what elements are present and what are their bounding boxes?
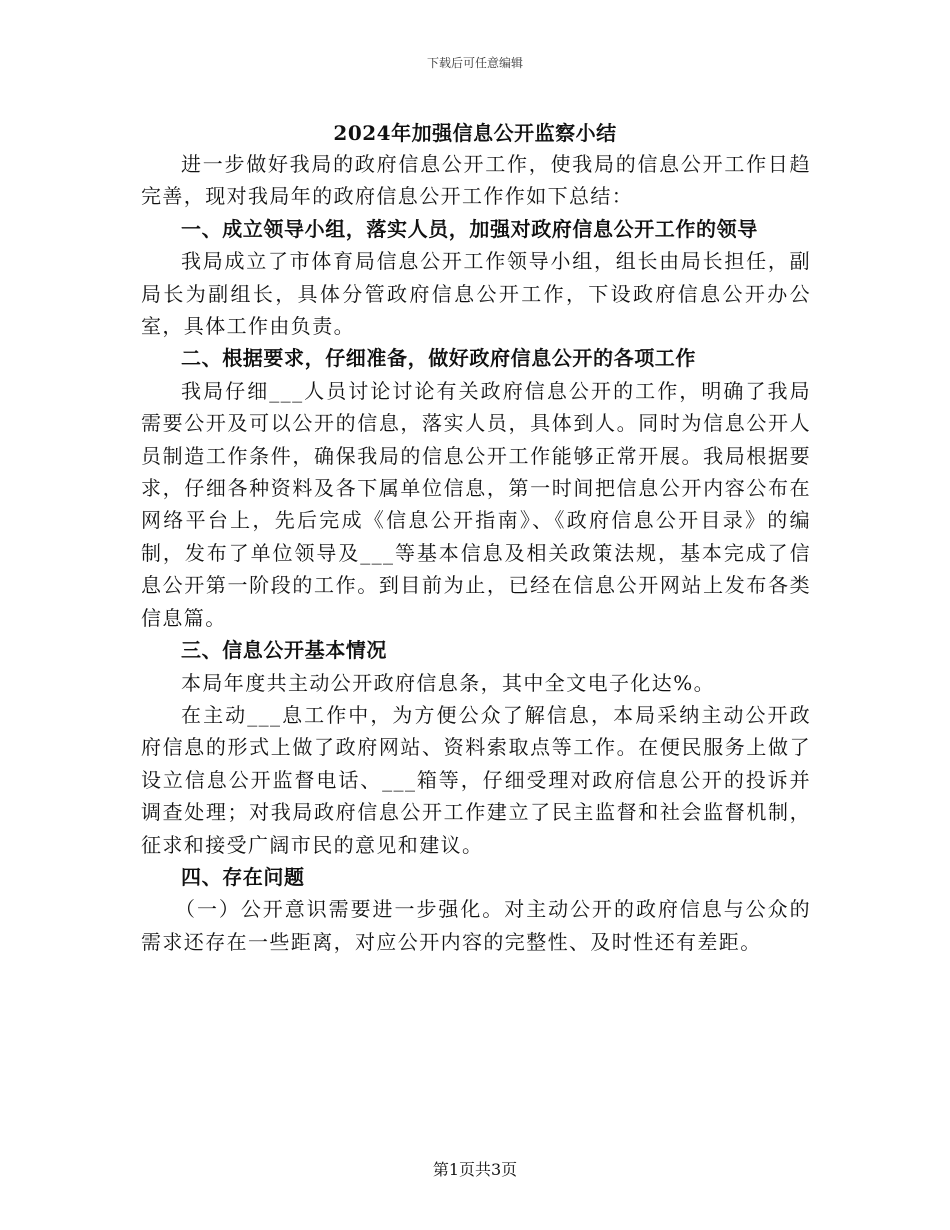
section-1-heading: 一、成立领导小组，落实人员，加强对政府信息公开工作的领导 (181, 216, 758, 241)
section-1-paragraph: 我局成立了市体育局信息公开工作领导小组，组长由局长担任，副局长为副组长，具体分管政府信息公开工作，下设政府信息公开办公室，具体工作由负责。 (141, 249, 811, 339)
intro-paragraph: 进一步做好我局的政府信息公开工作，使我局的信息公开工作日趋完善，现对我局年的政府信息公开工作作如下总结： (141, 152, 811, 209)
section-3-paragraph-1: 本局年度共主动公开政府信息条，其中全文电子化达%。 (181, 670, 716, 695)
section-4-paragraph-1: （一）公开意识需要进一步强化。对主动公开的政府信息与公众的需求还存在一些距离，对应公开内容的完整性、及时性还有差距。 (141, 897, 811, 954)
document-body (141, 148, 811, 958)
section-3-heading: 三、信息公开基本情况 (181, 638, 387, 663)
page-header-note: 下载后可任意编辑 (426, 56, 523, 70)
document-title: 2024年加强信息公开监察小结 (333, 121, 617, 145)
section-3-paragraph-2: 在主动___息工作中，为方便公众了解信息，本局采纳主动公开政府信息的形式上做了政府网站、资料索取点等工作。在便民服务上做了设立信息公开监督电话、___箱等，仔细受理对政府信息公开的投诉并调查处理；对我局政府信息公开工作建立了民主监督和社会监督机制，征求和接受广阔市民的意见和建议。 (141, 702, 811, 857)
section-4-heading: 四、存在问题 (181, 864, 305, 889)
section-2-heading: 二、根据要求，仔细准备，做好政府信息公开的各项工作 (181, 346, 696, 371)
page-footer-number: 第1页共3页 (432, 1160, 518, 1179)
section-2-paragraph: 我局仔细___人员讨论讨论有关政府信息公开的工作，明确了我局需要公开及可以公开的信息，落实人员，具体到人。同时为信息公开人员制造工作条件，确保我局的信息公开工作能够正常开展。我局根据要求，仔细各种资料及各下属单位信息，第一时间把信息公开内容公布在网络平台上，先后完成《信息公开指南》、《政府信息公开目录》的编制，发布了单位领导及___等基本信息及相关政策法规，基本完成了信息公开第一阶段的工作。到目前为止，已经在信息公开网站上发布各类信息篇。 (141, 378, 811, 630)
